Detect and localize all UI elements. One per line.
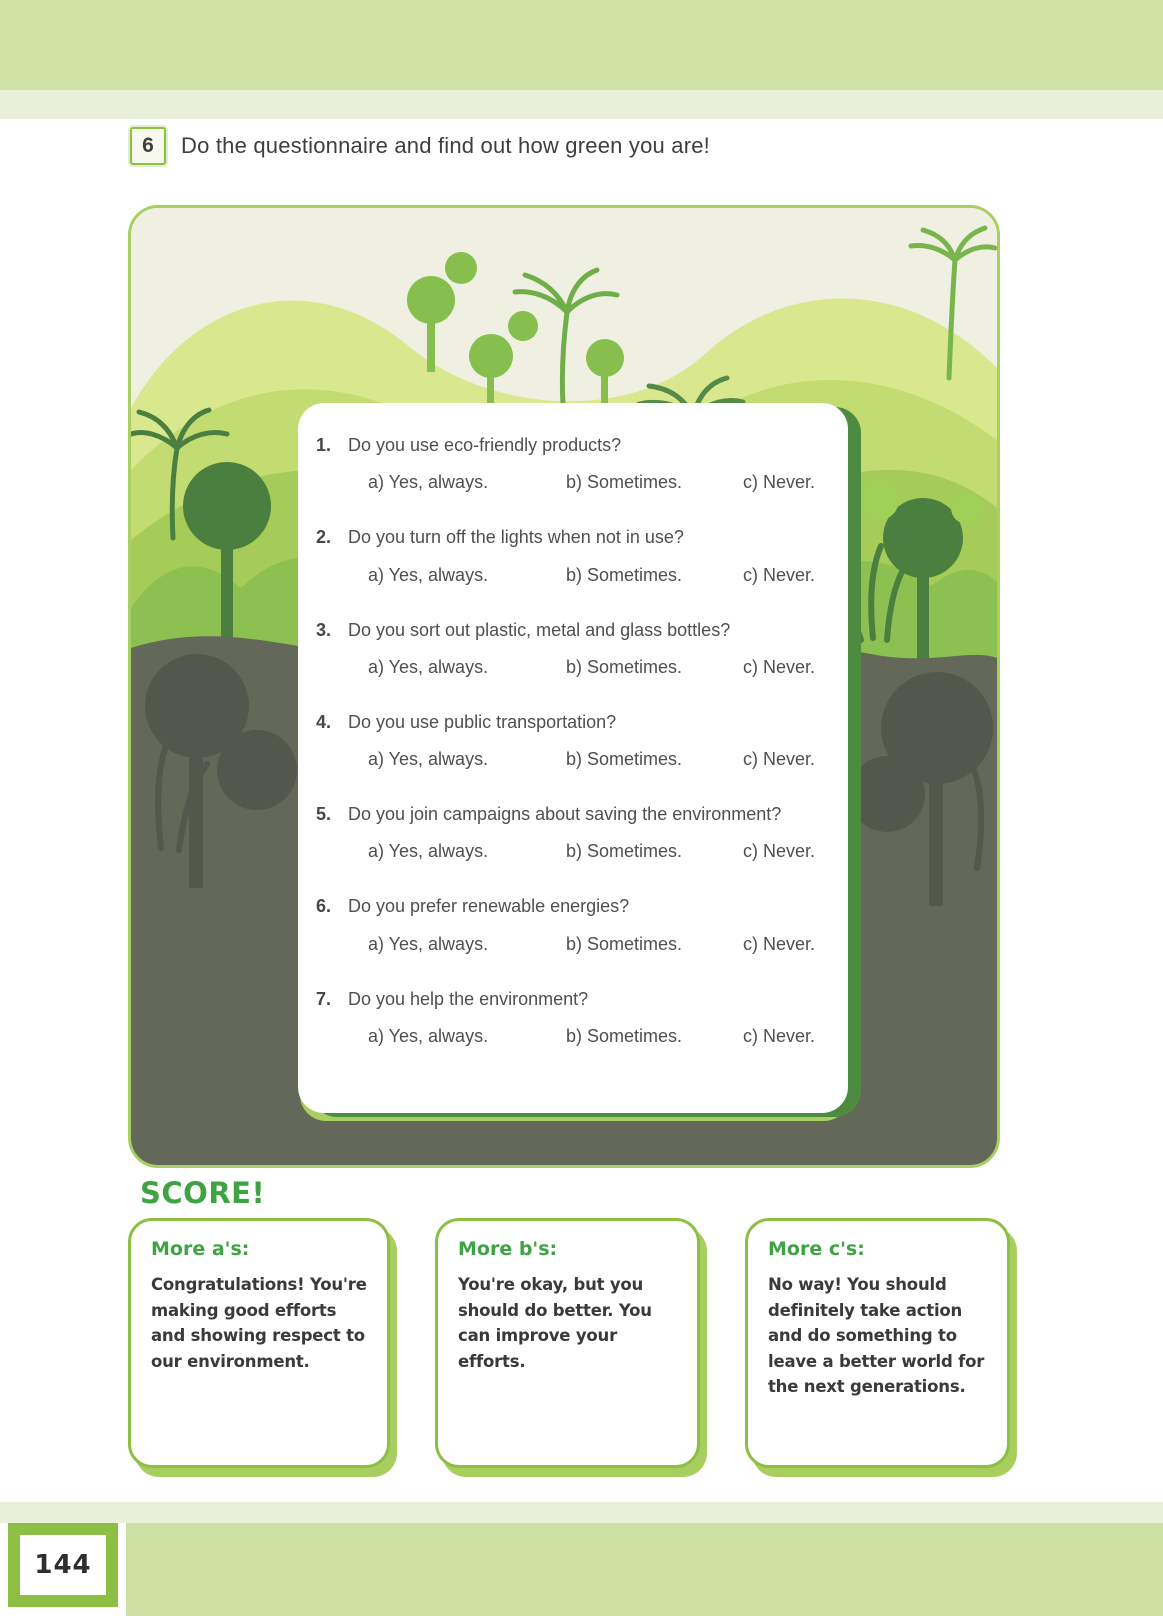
question-number: 6.	[316, 896, 332, 917]
score-box-title: More c's:	[768, 1238, 865, 1260]
score-box-text: Congratulations! You're making good efforts and showing respect to our environment.	[151, 1275, 367, 1371]
question-2	[316, 525, 832, 585]
question-number: 7.	[316, 988, 332, 1009]
score-box-title: More b's:	[458, 1238, 558, 1260]
score-box-more-b	[435, 1218, 700, 1468]
questionnaire-card	[128, 205, 1000, 1168]
option-a: a) Yes, always.	[368, 841, 489, 862]
option-c: c) Never.	[743, 933, 816, 954]
option-a: a) Yes, always.	[368, 933, 489, 954]
option-a: a) Yes, always.	[368, 656, 489, 677]
question-text: Do you use public transportation?	[348, 711, 617, 732]
option-a: a) Yes, always.	[368, 472, 489, 493]
option-b: b) Sometimes.	[566, 656, 683, 677]
exercise-number-badge: 6	[130, 127, 166, 165]
question-7	[316, 987, 832, 1047]
question-6	[316, 894, 832, 954]
option-c: c) Never.	[743, 749, 816, 770]
option-a: a) Yes, always.	[368, 749, 489, 770]
page-number-badge: 144	[8, 1523, 118, 1607]
question-text: Do you sort out plastic, metal and glass bottles?	[348, 619, 731, 640]
option-c: c) Never.	[743, 1026, 816, 1047]
question-text: Do you help the environment?	[348, 988, 589, 1009]
top-green-band	[0, 0, 1163, 90]
exercise-instruction: Do the questionnaire and find out how green you are!	[181, 133, 710, 158]
score-box-text: You're okay, but you should do better. You can improve your efforts.	[458, 1275, 652, 1371]
option-c: c) Never.	[743, 656, 816, 677]
score-boxes	[128, 1218, 1010, 1468]
question-number: 1.	[316, 435, 332, 455]
top-light-band	[0, 90, 1163, 119]
question-text: Do you use eco-friendly products?	[348, 435, 622, 455]
question-5	[316, 802, 832, 862]
option-c: c) Never.	[743, 564, 816, 585]
questionnaire-panel	[298, 403, 848, 1113]
question-number: 5.	[316, 804, 332, 825]
question-text: Do you turn off the lights when not in use?	[348, 527, 684, 548]
option-b: b) Sometimes.	[566, 841, 683, 862]
option-a: a) Yes, always.	[368, 1026, 489, 1047]
option-b: b) Sometimes.	[566, 472, 683, 493]
exercise-header	[130, 127, 710, 165]
question-text: Do you prefer renewable energies?	[348, 896, 630, 917]
score-heading: SCORE!	[140, 1176, 266, 1210]
score-box-more-a	[128, 1218, 390, 1468]
question-text: Do you join campaigns about saving the environment?	[348, 804, 782, 825]
option-c: c) Never.	[743, 472, 816, 493]
question-1	[316, 433, 832, 493]
score-box-title: More a's:	[151, 1238, 250, 1260]
option-a: a) Yes, always.	[368, 564, 489, 585]
question-4	[316, 710, 832, 770]
option-b: b) Sometimes.	[566, 1026, 683, 1047]
bottom-green-band	[126, 1523, 1163, 1616]
score-box-text: No way! You should definitely take action and do something to leave a better world for the next generations.	[768, 1275, 985, 1397]
option-b: b) Sometimes.	[566, 749, 683, 770]
question-number: 3.	[316, 619, 332, 640]
option-b: b) Sometimes.	[566, 564, 683, 585]
question-number: 2.	[316, 527, 332, 548]
score-box-more-c	[745, 1218, 1010, 1468]
option-b: b) Sometimes.	[566, 933, 683, 954]
bottom-light-band	[0, 1502, 1163, 1523]
option-c: c) Never.	[743, 841, 816, 862]
question-number: 4.	[316, 711, 332, 732]
question-3	[316, 618, 832, 678]
